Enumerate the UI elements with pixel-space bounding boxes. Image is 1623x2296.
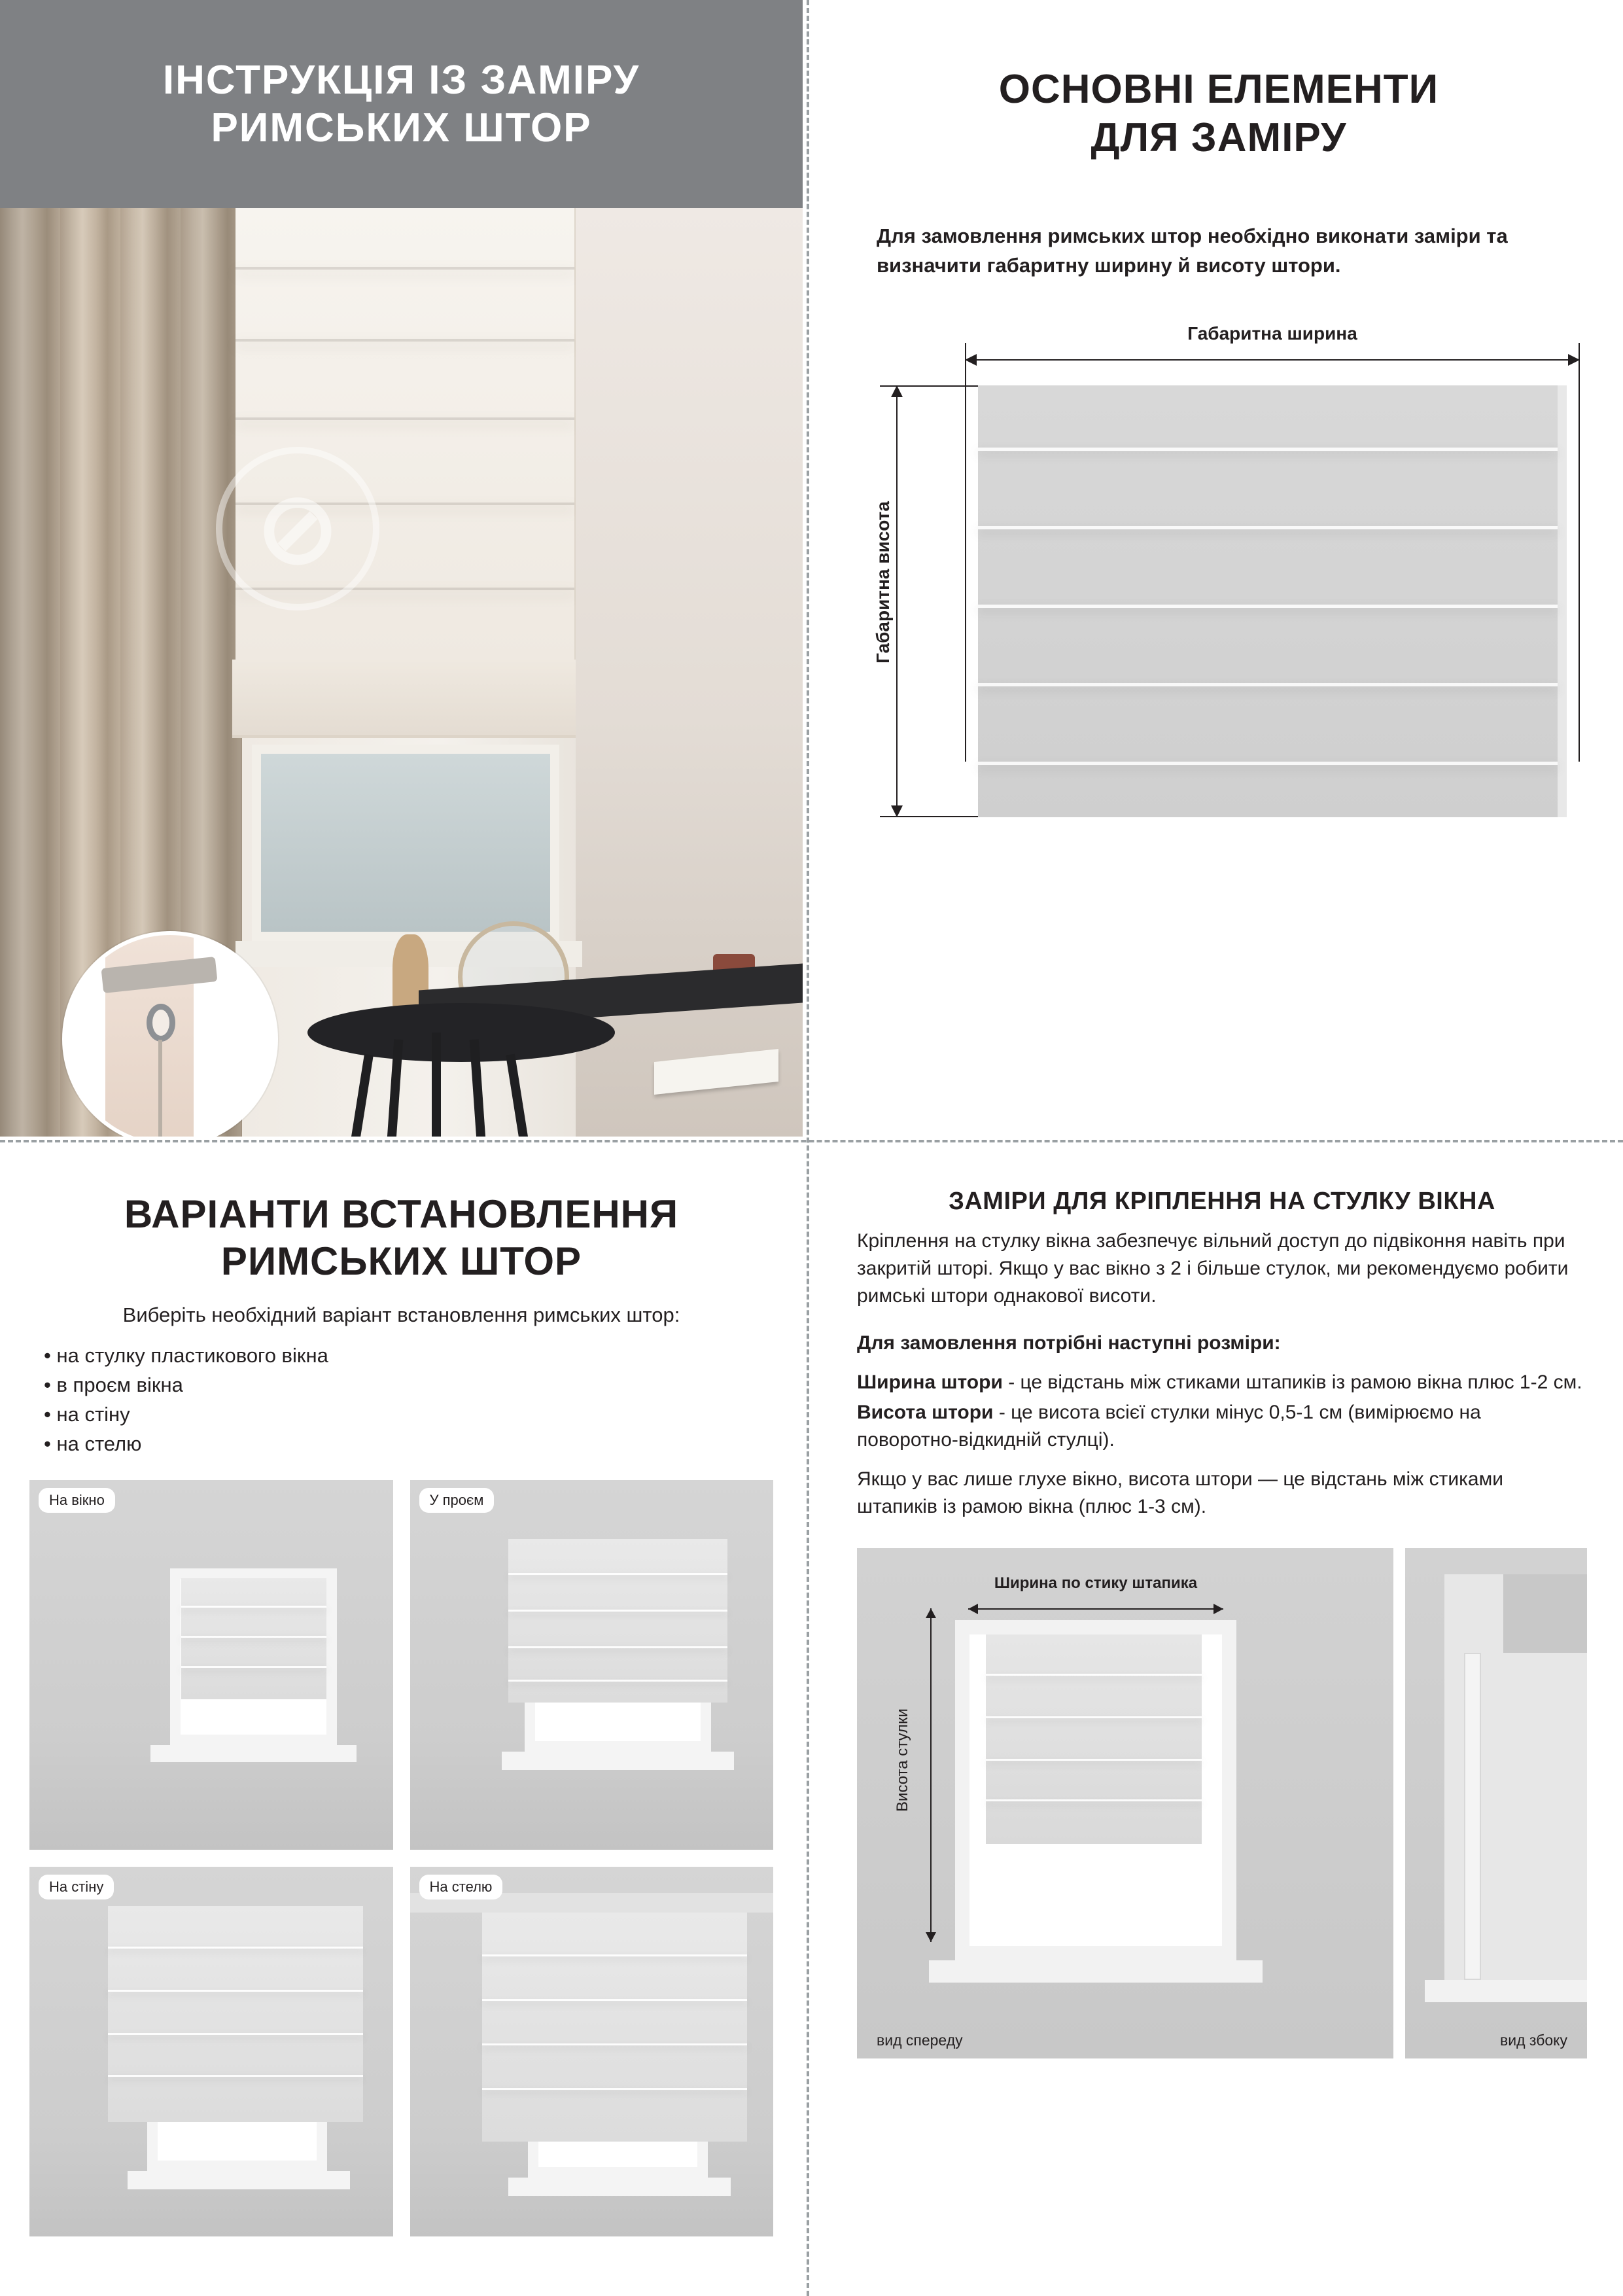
section-title-install-options: [29, 1191, 773, 1285]
blind-sample-graphic: [978, 385, 1567, 817]
section-title-sash-measurements: ЗАМІРИ ДЛЯ КРІПЛЕННЯ НА СТУЛКУ ВІКНА: [949, 1188, 1495, 1215]
window-pane-graphic: [252, 745, 559, 941]
tile-on-sash: [29, 1480, 393, 1850]
width-rule-paragraph: [857, 1369, 1587, 1396]
tile-label: На стелю: [419, 1875, 503, 1899]
width-tick-right: [1579, 343, 1580, 762]
quadrant-basic-elements: [821, 0, 1623, 1137]
install-title-line-1: ВАРІАНТИ ВСТАНОВЛЕННЯ: [124, 1192, 679, 1236]
sash-blind-graphic: [986, 1634, 1202, 1844]
install-options-tiles: [29, 1480, 773, 2236]
sash-height-label: Висота стулки: [894, 1708, 911, 1812]
list-item: • на стелю: [44, 1430, 773, 1459]
width-arrow: [965, 359, 1580, 361]
height-rule-text: - це висота всієї стулки мінус 0,5-1 см (вимірюємо на поворотно-відкидній стулці).: [857, 1402, 1481, 1451]
dimension-height-label: Габаритна висота: [873, 501, 893, 663]
sash-width-label: Ширина по стику штапика: [994, 1574, 1198, 1592]
tile-on-wall: [29, 1867, 393, 2236]
quadrant-intro: [0, 0, 803, 1137]
side-profile-strip: [1464, 1653, 1481, 1980]
list-item: • в проєм вікна: [44, 1371, 773, 1400]
vertical-divider: [807, 0, 809, 2296]
side-view-caption: вид збоку: [1500, 2032, 1567, 2049]
sash-height-arrow: [930, 1608, 932, 1942]
width-tick-left: [965, 343, 966, 762]
watermark-icon: ⊘: [216, 447, 379, 610]
height-rule-paragraph: [857, 1399, 1587, 1454]
tile-label: У проєм: [419, 1488, 495, 1513]
width-rule-text: - це відстань між стиками штапиків із рамою вікна плюс 1-2 см.: [1002, 1371, 1582, 1393]
required-sizes-heading: Для замовлення потрібні наступні розміри:: [857, 1332, 1281, 1354]
basic-elements-title-line-1: ОСНОВНІ ЕЛЕМЕНТИ: [998, 67, 1439, 112]
interior-photo: [0, 208, 803, 1137]
blind-bottom-bar: [232, 660, 579, 738]
tile-label: На стіну: [39, 1875, 114, 1899]
section-title-basic-elements: [860, 65, 1577, 163]
main-title-line-2: РИМСЬКИХ ШТОР: [211, 105, 592, 150]
tile-on-ceiling: [410, 1867, 774, 2236]
sash-measurement-diagram: [857, 1548, 1587, 2058]
main-title-line-1: ІНСТРУКЦІЯ ІЗ ЗАМІРУ: [162, 57, 640, 103]
basic-elements-title-line-2: ДЛЯ ЗАМІРУ: [1091, 115, 1347, 161]
side-view-sill: [1425, 1980, 1587, 2002]
front-view-caption: вид спереду: [877, 2032, 963, 2049]
list-item: • на стіну: [44, 1400, 773, 1430]
install-subtitle: Виберіть необхідний варіант встановлення римських штор:: [122, 1303, 680, 1326]
quadrant-install-options: [0, 1152, 803, 2296]
front-view-graphic: [857, 1548, 1393, 2058]
install-title-line-2: РИМСЬКИХ ШТОР: [220, 1239, 582, 1283]
install-options-list: [44, 1341, 773, 1459]
overall-dimensions-diagram: [860, 323, 1577, 945]
height-rule-term: Висота штори: [857, 1402, 994, 1423]
fixed-window-note: Якщо у вас лише глухе вікно, висота штори — це відстань між стиками штапиків із рамою вікна (плюс 1-3 см).: [857, 1468, 1503, 1517]
sash-intro-paragraph: Кріплення на стулку вікна забезпечує вільний доступ до підвіконня навіть при закритій шторі. Якщо у вас вікно з 2 і більше стулок, ми рекомендуємо робити римські штори однакової висоти.: [857, 1230, 1569, 1307]
quadrant-sash-measurements: [821, 1152, 1623, 2296]
side-view-graphic: [1405, 1548, 1587, 2058]
tile-label: На вікно: [39, 1488, 115, 1513]
main-title-bar: [0, 0, 803, 208]
sash-width-arrow: [968, 1608, 1223, 1610]
dimension-width-label: Габаритна ширина: [1187, 323, 1357, 344]
width-rule-term: Ширина штори: [857, 1371, 1003, 1393]
height-arrow: [896, 385, 898, 817]
horizontal-divider: [0, 1140, 1623, 1142]
window-frame-graphic: [955, 1620, 1236, 1960]
mount-detail-inset: [62, 931, 278, 1137]
list-item: • на стулку пластикового вікна: [44, 1341, 773, 1371]
side-profile-notch: [1503, 1574, 1587, 1653]
basic-elements-lead-text: Для замовлення римських штор необхідно виконати заміри та визначити габаритну ширину й висоту штори.: [877, 224, 1508, 277]
roman-blind-graphic: [236, 208, 576, 660]
tile-in-reveal: [410, 1480, 774, 1850]
chair-graphic: [321, 1033, 602, 1137]
front-view-sill: [929, 1960, 1263, 1983]
